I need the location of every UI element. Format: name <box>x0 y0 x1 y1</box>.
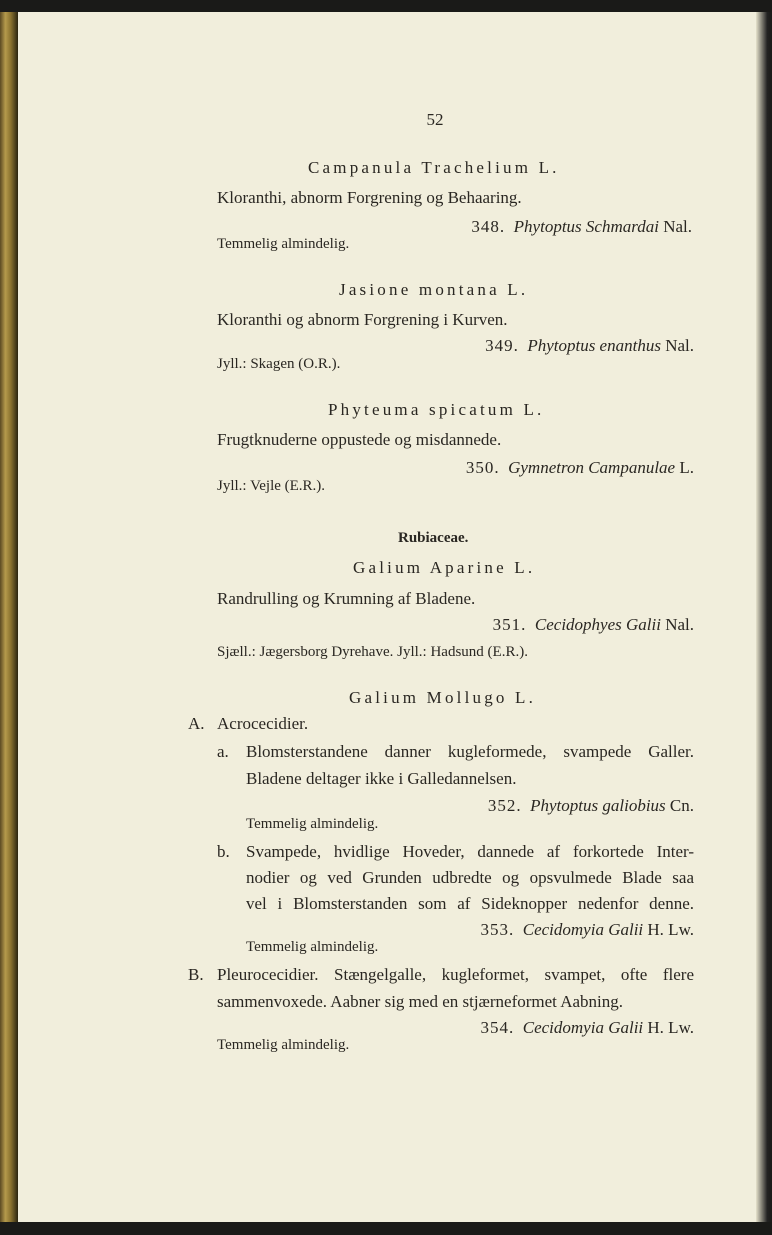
locality-note: Temmelig almindelig. <box>217 236 350 252</box>
gall-maker-species: Phytoptus galiobius <box>530 796 666 815</box>
gall-maker-entry <box>312 217 692 237</box>
group-title: Acrocecidier. <box>217 714 309 733</box>
species-author: Cn. <box>669 796 694 815</box>
group-text-line: sammenvoxede. Aabner sig med en stjærneformet Aabning. <box>217 992 624 1011</box>
page-number: 52 <box>426 110 444 129</box>
species-author: Nal. <box>665 615 694 634</box>
item-text-line: nodier og ved Grunden udbredte og opsvulmede Blade saa <box>246 868 694 887</box>
gall-maker-entry <box>312 796 694 816</box>
entry-number: 348. <box>471 217 506 236</box>
gall-description: Kloranthi, abnorm Forgrening og Behaaring. <box>217 188 522 207</box>
locality-note: Temmelig almindelig. <box>246 939 379 955</box>
gall-maker-species: Gymnetron Campanulae <box>508 458 676 477</box>
species-heading-galium-mollugo: Galium Mollugo L. <box>349 688 537 707</box>
book-binding-edge <box>0 12 18 1222</box>
entry-number: 354. <box>480 1018 515 1037</box>
item-label: b. <box>217 842 230 861</box>
book-page <box>12 12 760 1222</box>
entry-number: 352. <box>487 796 522 815</box>
gall-maker-entry <box>312 458 694 478</box>
locality-note: Sjæll.: Jægersborg Dyrehave. Jyll.: Hadsund (E.R.). <box>217 644 528 660</box>
group-label: A. <box>188 714 205 733</box>
species-author: H. Lw. <box>647 1018 694 1037</box>
locality-note: Jyll.: Skagen (O.R.). <box>217 356 341 372</box>
entry-number: 351. <box>492 615 527 634</box>
item-text-line: Bladene deltager ikke i Galledannelsen. <box>246 769 517 788</box>
item-text-line: Blomsterstandene danner kugleformede, svampede Galler. <box>246 742 694 761</box>
species-heading-jasione: Jasione montana L. <box>339 280 529 299</box>
entry-number: 350. <box>465 458 500 477</box>
gall-description: Kloranthi og abnorm Forgrening i Kurven. <box>217 310 508 329</box>
gall-maker-entry <box>312 1018 694 1038</box>
species-author: H. Lw. <box>647 920 694 939</box>
gall-description: Randrulling og Krumning af Bladene. <box>217 589 476 608</box>
entry-number: 353. <box>480 920 515 939</box>
species-author: Nal. <box>665 336 694 355</box>
gall-maker-species: Cecidomyia Galii <box>522 920 644 939</box>
gall-description: Frugtknuderne oppustede og misdannede. <box>217 430 502 449</box>
species-author: Nal. <box>663 217 692 236</box>
species-heading-galium-aparine: Galium Aparine L. <box>353 558 536 577</box>
locality-note: Temmelig almindelig. <box>246 816 379 832</box>
gall-maker-species: Cecidomyia Galii <box>522 1018 644 1037</box>
gall-maker-species: Phytoptus Schmardai <box>513 217 659 236</box>
page-right-edge <box>756 12 772 1222</box>
gall-maker-entry <box>312 336 694 356</box>
group-label: B. <box>188 965 204 984</box>
group-text-line: Pleurocecidier. Stængelgalle, kugleformet, svampet, ofte flere <box>217 965 694 984</box>
gall-maker-species: Cecidophyes Galii <box>534 615 661 634</box>
family-heading: Rubiaceae. <box>398 530 469 546</box>
species-heading-phyteuma: Phyteuma spicatum L. <box>328 400 545 419</box>
item-text-line: vel i Blomsterstanden som af Sideknopper nedenfor denne. <box>246 894 694 913</box>
species-author: L. <box>679 458 694 477</box>
gall-maker-entry <box>312 615 694 635</box>
locality-note: Jyll.: Vejle (E.R.). <box>217 478 326 494</box>
gall-maker-species: Phytoptus enanthus <box>527 336 661 355</box>
item-label: a. <box>217 742 229 761</box>
entry-number: 349. <box>485 336 519 355</box>
species-heading-campanula: Campanula Trachelium L. <box>308 158 560 177</box>
locality-note: Temmelig almindelig. <box>217 1037 350 1053</box>
item-text-line: Svampede, hvidlige Hoveder, dannede af forkortede Inter- <box>246 842 694 861</box>
